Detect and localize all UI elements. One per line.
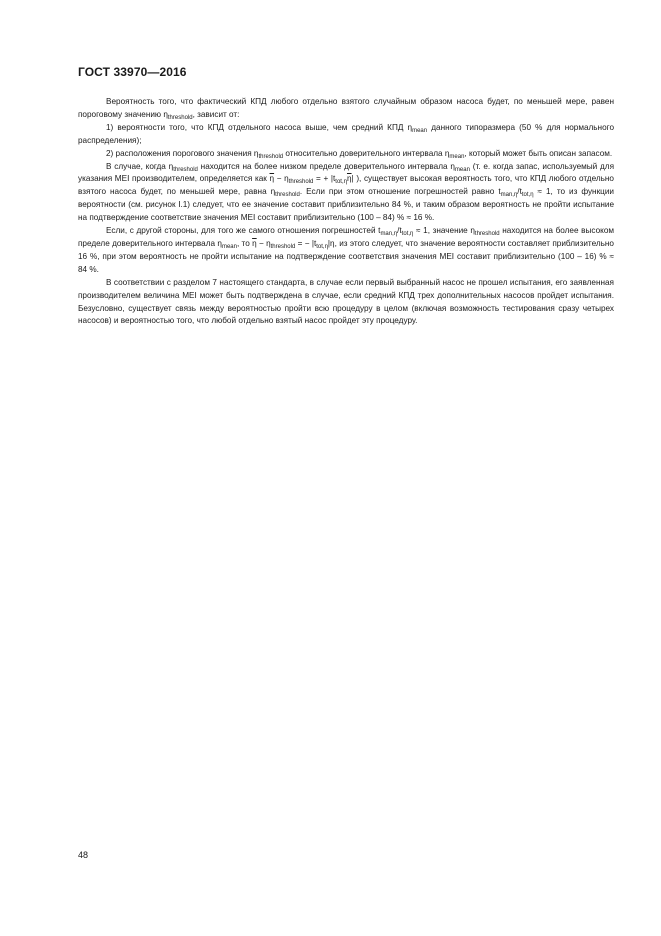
subscript: tot,η (401, 231, 414, 238)
paragraph-item-1 (78, 122, 614, 148)
text-run: , то (236, 238, 253, 248)
text-run: − η (274, 174, 289, 184)
document-header: ГОСТ 33970—2016 (78, 65, 187, 79)
text-run: /t (397, 226, 402, 236)
paragraph-upper-limit-case (78, 225, 614, 277)
text-run: ≈ 1, то из функции вероятности (см. рисунок I.1) следует, что ее значение составит приблизительно 84 %, и таким образом вероятность не пройти испытание на подтверждение соответствие значения MEI составит приблизительно (100 – 84) % ≈ 16 %. (78, 187, 614, 223)
overlined-symbol: $\overline{\eta}$ (346, 174, 352, 184)
document-body (78, 96, 614, 328)
page-number: 48 (78, 850, 89, 860)
text-run: Если, с другой стороны, для того же самого отношения погрешностей t (106, 226, 381, 236)
overlined-symbol: $\overline{\eta}$ (252, 238, 257, 248)
subscript: man,η (500, 192, 518, 199)
text-run: 2) расположения порогового значения η (106, 148, 259, 158)
subscript: man,η (380, 231, 398, 238)
subscript: tot,η (335, 179, 347, 186)
paragraph-section-7 (78, 277, 614, 329)
subscript: mean (454, 166, 470, 173)
text-run: Вероятность того, что фактический КПД любого отдельно взятого случайным образом насоса будет, по меньшей мере, равен пороговому значению η (78, 97, 614, 119)
text-run: В соответствии с разделом 7 настоящего стандарта, в случае если первый выбранный насос не прошел испытания, его заявленная производителем величина MEI может быть подтверждена в случае, если средний КПД трех дополнительных насосов пройдет испытания. Безусловно, существует связь между вероятностью пройти всю процедуру в целом (включая возможность тестирования сразу четырех насосов) и вероятностью того, что любой отдельно взятый насос пройдет эту процедуру. (78, 277, 614, 326)
subscript: threshold (288, 179, 314, 186)
text-run: (т. е. когда запас, используемый для указания MEI производителем, определяется как (78, 161, 615, 184)
overlined-symbol: $\overline{\eta}$ (269, 174, 275, 184)
text-run: = − |t (295, 238, 317, 248)
subscript: threshold (167, 114, 193, 121)
subscript: threshold (173, 166, 198, 173)
subscript: mean (221, 243, 237, 250)
subscript: tot,η (316, 243, 328, 250)
text-run: , который может быть описан запасом. (464, 148, 613, 158)
text-run: . Если при этом отношение погрешностей равно t (299, 187, 501, 197)
text-run: /t (517, 187, 522, 197)
subscript: threshold (474, 231, 500, 238)
text-run: находится на более высоком пределе доверительного интервала η (78, 226, 615, 248)
subscript: tot,η (521, 192, 534, 199)
subscript: threshold (275, 192, 300, 199)
paragraph-item-2 (78, 148, 614, 161)
text-run: 1) вероятности того, что КПД отдельного насоса выше, чем средний КПД η (106, 122, 413, 132)
text-run: |η, из этого следует, что значение вероятности составляет приблизительно 16 %, при этом вероятность не пройти испытание на подтверждение соответствия значения MEI составит приблизительно (100 – 16) % ≈ 84 %. (78, 238, 614, 274)
text-run: находится на более низком пределе доверительного интервала η (197, 161, 455, 171)
subscript: threshold (258, 153, 284, 160)
text-run: | ), существует высокая вероятность того, что КПД любого отдельно взятого насоса будет, по меньшей мере, равна η (78, 174, 614, 197)
text-run: относительно доверительного интервала η (283, 148, 450, 158)
text-run: данного типоразмера (50 % для нормального распределения); (78, 122, 614, 145)
text-run: , зависит от: (192, 109, 240, 119)
paragraph-probability-intro (78, 96, 614, 122)
text-run: В случае, когда η (106, 161, 174, 171)
text-run: − η (256, 238, 271, 248)
subscript: mean (412, 127, 428, 134)
subscript: threshold (270, 243, 296, 250)
text-run: ≈ 1, значение η (413, 226, 475, 236)
subscript: mean (449, 153, 465, 160)
paragraph-lower-limit-case (78, 161, 614, 226)
text-run: = + |t (313, 174, 336, 184)
